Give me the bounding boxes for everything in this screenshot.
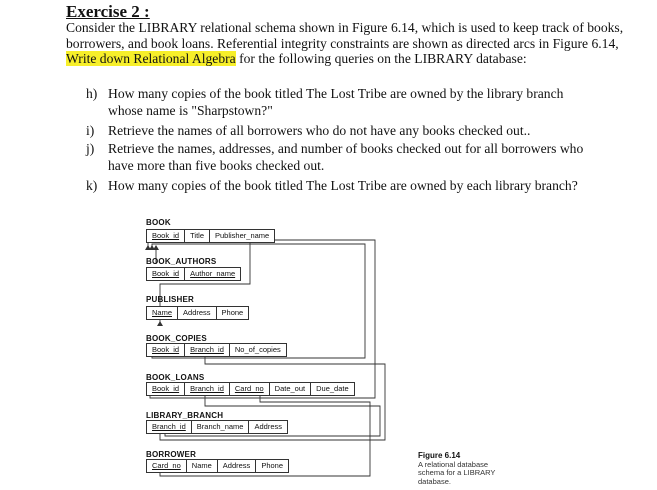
- book-col: Publisher_name: [215, 231, 270, 240]
- question-text: How many copies of the book titled The Lost Tribe are owned by each library branch?: [108, 178, 578, 193]
- exercise-title: Exercise 2 :: [66, 2, 150, 21]
- book-loans-relation-name: BOOK_LOANS: [146, 373, 205, 382]
- caption-line: database.: [418, 476, 451, 486]
- publisher-col: Name: [147, 307, 178, 319]
- book-loans-col: Date_out: [270, 383, 311, 395]
- book-copies-col: Branch_id: [185, 344, 230, 356]
- borrower-col: Name: [187, 460, 218, 472]
- book-loans-col: Book_id: [147, 383, 185, 395]
- book-col: Title: [185, 230, 210, 242]
- question-label: i): [86, 123, 95, 138]
- book-authors-relation-name: BOOK_AUTHORS: [146, 257, 217, 266]
- book-loans-col: Branch_id: [185, 383, 230, 395]
- library-branch-col: Branch_id: [147, 421, 192, 433]
- book-copies-relation: [146, 343, 287, 357]
- book-loans-relation: [146, 382, 355, 396]
- book-copies-col: No_of_copies: [234, 345, 281, 354]
- book-copies-col: Book_id: [147, 344, 185, 356]
- publisher-col: Address: [178, 307, 217, 319]
- caption-line: A relational database: [418, 459, 489, 469]
- book-authors-col: Author_name: [190, 269, 236, 278]
- question-text: How many copies of the book titled The Lost Tribe are owned by the library branch whose name is "Sharpstown?": [108, 86, 564, 118]
- borrower-col: Phone: [261, 461, 283, 470]
- highlighted-instruction: Write down Relational Algebra: [66, 51, 236, 67]
- library-branch-col: Address: [254, 422, 282, 431]
- publisher-relation-name: PUBLISHER: [146, 295, 195, 304]
- borrower-col: Address: [218, 460, 257, 472]
- book-authors-col: Book_id: [147, 268, 185, 280]
- library-branch-relation-name: LIBRARY_BRANCH: [146, 411, 224, 420]
- book-relation: [146, 229, 275, 243]
- book-col: Book_id: [147, 230, 185, 242]
- borrower-relation: [146, 459, 289, 473]
- caption-line: schema for a LIBRARY: [418, 468, 496, 477]
- book-relation-name: BOOK: [146, 218, 171, 227]
- figure-caption: [418, 452, 495, 486]
- publisher-col: Phone: [221, 308, 244, 317]
- book-copies-relation-name: BOOK_COPIES: [146, 334, 207, 343]
- question-text: Retrieve the names of all borrowers who do not have any books checked out..: [108, 123, 531, 138]
- publisher-relation: [146, 306, 249, 320]
- question-label: j): [86, 141, 95, 156]
- figure-number: Figure 6.14: [418, 451, 461, 460]
- question-label: h): [86, 86, 98, 101]
- borrower-relation-name: BORROWER: [146, 450, 197, 459]
- intro-text-1: Consider the LIBRARY relational schema shown in Figure 6.14, which is used to keep track of books, borrowers, and book loans. Referential integrity constraints are shown as directed arcs in Figure 6.14,: [66, 20, 624, 51]
- intro-text-2: for the following queries on the LIBRARY database:: [235, 51, 527, 67]
- borrower-col: Card_no: [147, 460, 187, 472]
- question-text: Retrieve the names, addresses, and number of books checked out for all borrowers who have more than five books checked out.: [108, 141, 584, 173]
- library-branch-relation: [146, 420, 288, 434]
- question-label: k): [86, 178, 98, 193]
- library-branch-col: Branch_name: [192, 421, 250, 433]
- book-authors-relation: [146, 267, 241, 281]
- book-loans-col: Card_no: [230, 383, 270, 395]
- book-loans-col: Due_date: [316, 384, 349, 393]
